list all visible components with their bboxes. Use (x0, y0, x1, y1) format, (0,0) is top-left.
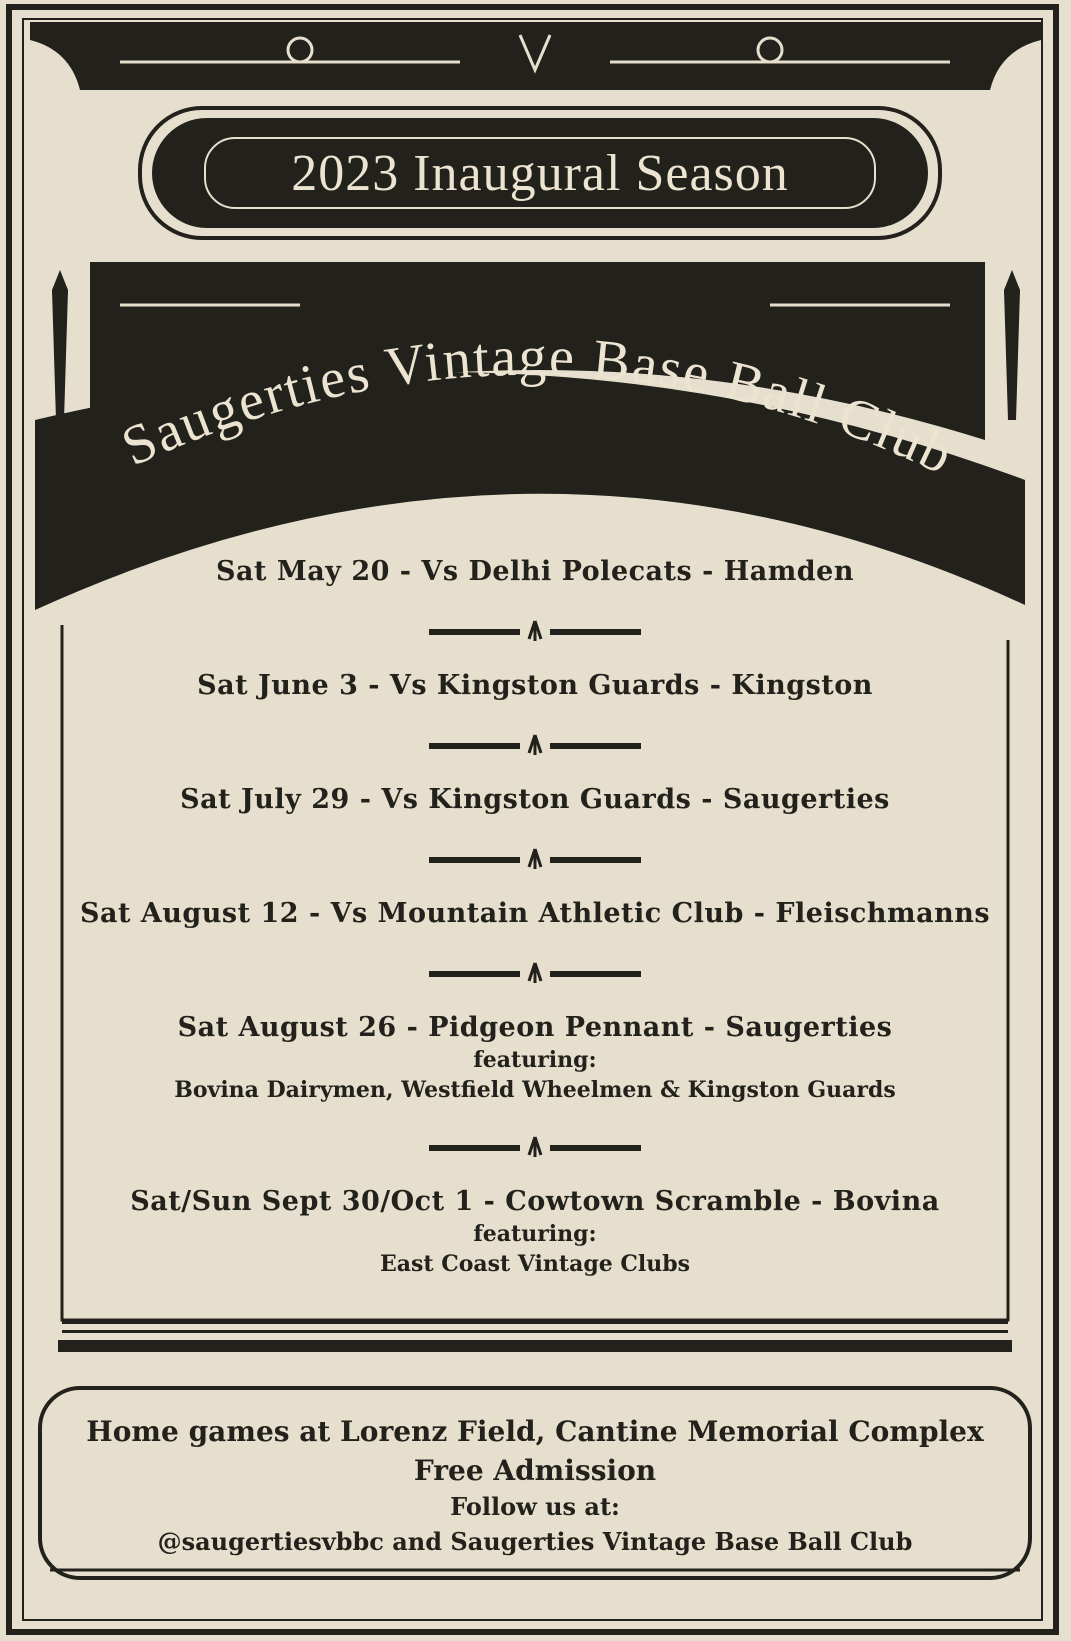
social-handles: @saugertiesvbbc and Saugerties Vintage Base Ball Club (157, 1527, 913, 1556)
club-name: Saugerties Vintage Base Ball Club (112, 325, 964, 488)
divider-ornament (425, 1133, 645, 1163)
game-line: Sat August 26 - Pidgeon Pennant - Saugerties (177, 1012, 893, 1043)
featuring-label: featuring: (473, 1221, 597, 1247)
footer-info (46, 1390, 1024, 1570)
divider-ornament (425, 731, 645, 761)
schedule (60, 545, 1010, 1279)
club-name-arc (0, 0, 1071, 620)
game-entry (60, 1011, 1010, 1105)
venue-text: Home games at Lorenz Field, Cantine Memorial Complex (86, 1415, 984, 1448)
game-line: Sat June 3 - Vs Kingston Guards - Kingston (197, 670, 873, 701)
follow-label: Follow us at: (450, 1492, 620, 1521)
featuring-teams: East Coast Vintage Clubs (380, 1251, 690, 1277)
divider-ornament (425, 617, 645, 647)
game-entry (60, 1185, 1010, 1279)
game-line: Sat May 20 - Vs Delhi Polecats - Hamden (216, 556, 854, 587)
featuring-teams: Bovina Dairymen, Westfield Wheelmen & Kingston Guards (174, 1077, 896, 1103)
admission-text: Free Admission (413, 1454, 657, 1487)
divider-ornament (425, 959, 645, 989)
season-banner: 2023 Inaugural Season (291, 144, 789, 202)
game-entry (60, 897, 1010, 931)
game-entry (60, 783, 1010, 817)
game-line: Sat July 29 - Vs Kingston Guards - Saugerties (180, 784, 890, 815)
featuring-label: featuring: (473, 1047, 597, 1073)
game-line: Sat August 12 - Vs Mountain Athletic Club - Fleischmanns (79, 898, 991, 929)
game-line: Sat/Sun Sept 30/Oct 1 - Cowtown Scramble - Bovina (130, 1186, 940, 1217)
svg-text:Saugerties Vintage Base Ball C (113, 326, 964, 487)
divider-ornament (425, 845, 645, 875)
game-entry (60, 669, 1010, 703)
game-entry (60, 555, 1010, 589)
